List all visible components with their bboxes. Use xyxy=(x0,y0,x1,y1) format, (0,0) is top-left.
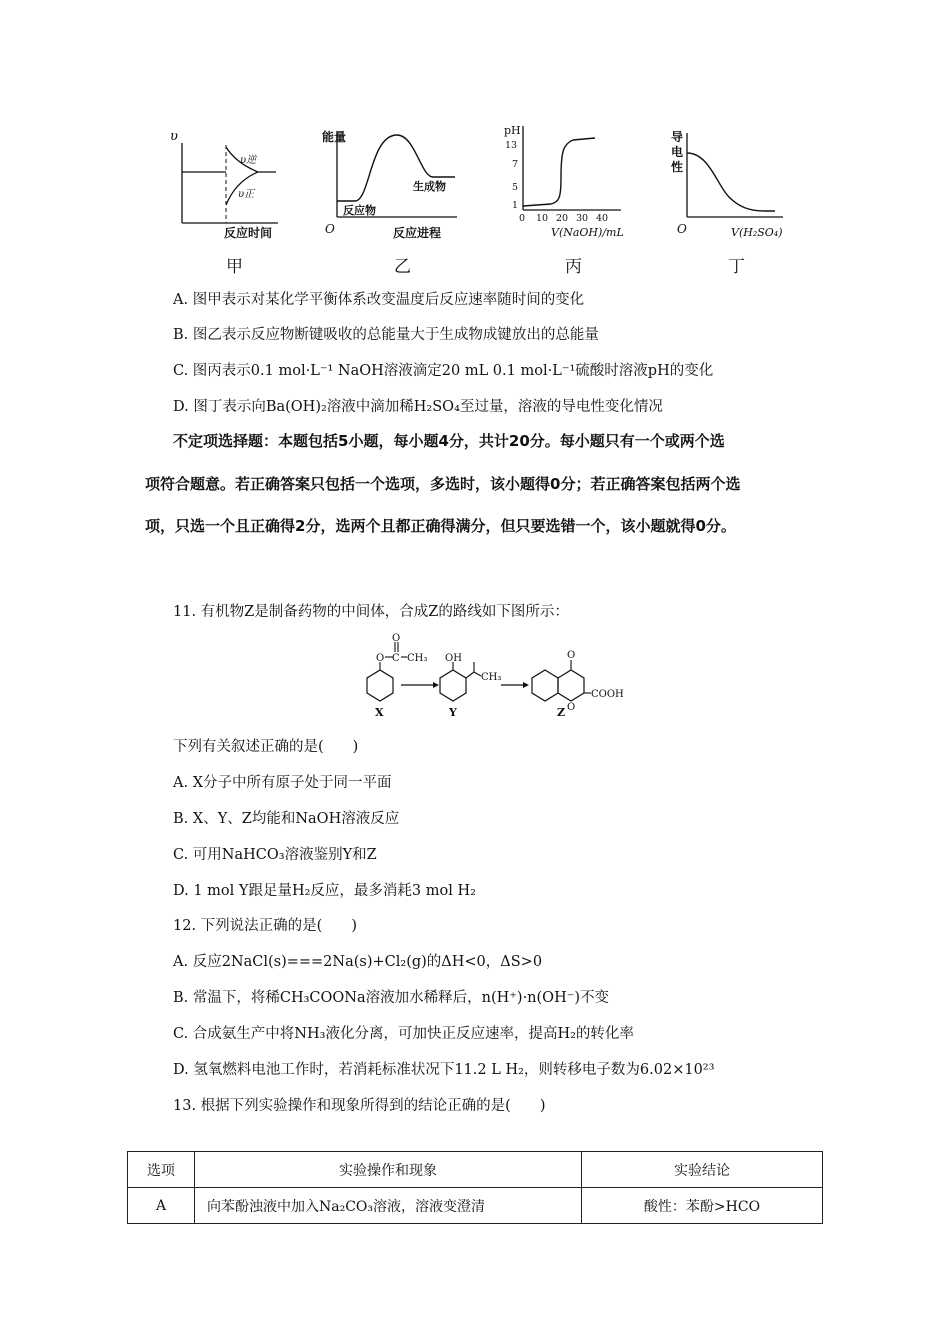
cell-conclusion: 酸性：苯酚>HCO xyxy=(582,1188,823,1224)
label-v-reverse: υ逆 xyxy=(240,155,257,166)
y-tick-5: 5 xyxy=(512,182,519,193)
graph-ding xyxy=(665,125,795,250)
table-header-row xyxy=(128,1152,823,1188)
x-tick-20: 20 xyxy=(556,213,569,224)
z-keto-o: O xyxy=(567,650,576,661)
graph-yi xyxy=(315,125,465,250)
q11-option-d: D. 1 mol Y跟足量H₂反应，最多消耗3 mol H₂ xyxy=(173,883,476,899)
caption-yi: 乙 xyxy=(394,257,411,277)
label-v-forward: υ正 xyxy=(238,189,255,200)
q12-option-a: A. 反应2NaCl(s)===2Na(s)+Cl₂(g)的ΔH<0，ΔS>0 xyxy=(173,954,543,970)
ding-y-3: 性 xyxy=(671,160,684,174)
label-product: 生成物 xyxy=(413,180,446,193)
caption-bing: 丙 xyxy=(565,257,582,277)
graph-bing-x-label: V(NaOH)/mL xyxy=(551,226,624,239)
q13-stem: 13. 根据下列实验操作和现象所得到的结论正确的是( ) xyxy=(173,1098,546,1114)
y-oh: OH xyxy=(445,653,462,664)
header-option: 选项 xyxy=(128,1152,195,1188)
y-tick-13: 13 xyxy=(505,140,518,151)
ph-curve xyxy=(523,138,595,206)
cell-option: A xyxy=(128,1188,195,1224)
y-methyl: CH₃ xyxy=(481,672,502,683)
q11-question: 下列有关叙述正确的是( ) xyxy=(173,739,359,755)
graph-yi-origin: O xyxy=(325,222,335,236)
graph-bing-y-label: pH xyxy=(504,124,521,137)
graph-jia-y-label: υ xyxy=(170,129,178,144)
ding-y-1: 导 xyxy=(671,130,684,144)
q12-option-c: C. 合成氨生产中将NH₃液化分离，可加快正反应速率，提高H₂的转化率 xyxy=(173,1026,634,1042)
graph-ding-origin: O xyxy=(677,222,687,236)
conductivity-curve xyxy=(687,153,775,211)
x-methyl: CH₃ xyxy=(407,653,428,664)
q10-option-a: A. 图甲表示对某化学平衡体系改变温度后反应速率随时间的变化 xyxy=(173,292,585,308)
graph-jia-x-label: 反应时间 xyxy=(224,226,273,240)
q13-table xyxy=(127,1151,823,1224)
label-y: Y xyxy=(449,706,457,719)
caption-ding: 丁 xyxy=(728,257,745,277)
ding-y-2: 电 xyxy=(671,145,684,159)
z-cooh: COOH xyxy=(591,689,624,700)
y-tick-7: 7 xyxy=(512,159,519,170)
x-tick-40: 40 xyxy=(596,213,609,224)
y-tick-1: 1 xyxy=(512,200,519,211)
x-carbonyl-o: O xyxy=(392,633,401,644)
label-reactant: 反应物 xyxy=(343,204,376,217)
x-tick-10: 10 xyxy=(536,213,549,224)
q10-option-d: D. 图丁表示向Ba(OH)₂溶液中滴加稀H₂SO₄至过量，溶液的导电性变化情况 xyxy=(173,399,663,415)
x-tick-30: 30 xyxy=(576,213,589,224)
header-operation: 实验操作和现象 xyxy=(195,1152,582,1188)
graph-yi-x-label: 反应进程 xyxy=(393,226,442,240)
caption-jia: 甲 xyxy=(226,257,243,277)
graph-ding-x-label: V(H₂SO₄) xyxy=(731,226,783,239)
q11-stem: 11. 有机物Z是制备药物的中间体，合成Z的路线如下图所示： xyxy=(173,604,569,620)
label-x: X xyxy=(375,706,384,719)
cell-operation: 向苯酚浊液中加入Na₂CO₃溶液，溶液变澄清 xyxy=(195,1188,582,1224)
q10-option-c: C. 图丙表示0.1 mol·L⁻¹ NaOH溶液滴定20 mL 0.1 mol·L⁻¹硫酸时溶液pH的变化 xyxy=(173,363,714,379)
x-ester-o: O xyxy=(376,653,385,664)
q11-option-b: B. X、Y、Z均能和NaOH溶液反应 xyxy=(173,811,400,827)
instruction-line-3: 项，只选一个且正确得2分，选两个且都正确得满分，但只要选错一个，该小题就得0分。 xyxy=(145,517,736,535)
q11-option-c: C. 可用NaHCO₃溶液鉴别Y和Z xyxy=(173,847,377,863)
x-tick-0: 0 xyxy=(519,213,526,224)
q12-option-d: D. 氢氧燃料电池工作时，若消耗标准状况下11.2 L H₂，则转移电子数为6.02×10²³ xyxy=(173,1062,715,1078)
graph-jia xyxy=(160,125,290,250)
instruction-line-2: 项符合题意。若正确答案只包括一个选项，多选时，该小题得0分；若正确答案包括两个选 xyxy=(145,475,741,493)
z-ring-o: O xyxy=(567,702,576,713)
synthesis-route xyxy=(355,630,625,722)
x-ester-c: C xyxy=(392,653,400,664)
graph-yi-y-label: 能量 xyxy=(322,130,347,144)
graph-bing xyxy=(495,118,635,243)
q10-option-b: B. 图乙表示反应物断键吸收的总能量大于生成物成键放出的总能量 xyxy=(173,327,599,343)
q12-stem: 12. 下列说法正确的是( ) xyxy=(173,918,357,934)
q12-option-b: B. 常温下，将稀CH₃COONa溶液加水稀释后，n(H⁺)·n(OH⁻)不变 xyxy=(173,990,610,1006)
instruction-line-1: 不定项选择题：本题包括5小题，每小题4分，共计20分。每小题只有一个或两个选 xyxy=(173,432,725,450)
label-z: Z xyxy=(557,706,566,719)
header-conclusion: 实验结论 xyxy=(582,1152,823,1188)
q11-option-a: A. X分子中所有原子处于同一平面 xyxy=(173,775,392,791)
table-row xyxy=(128,1188,823,1224)
